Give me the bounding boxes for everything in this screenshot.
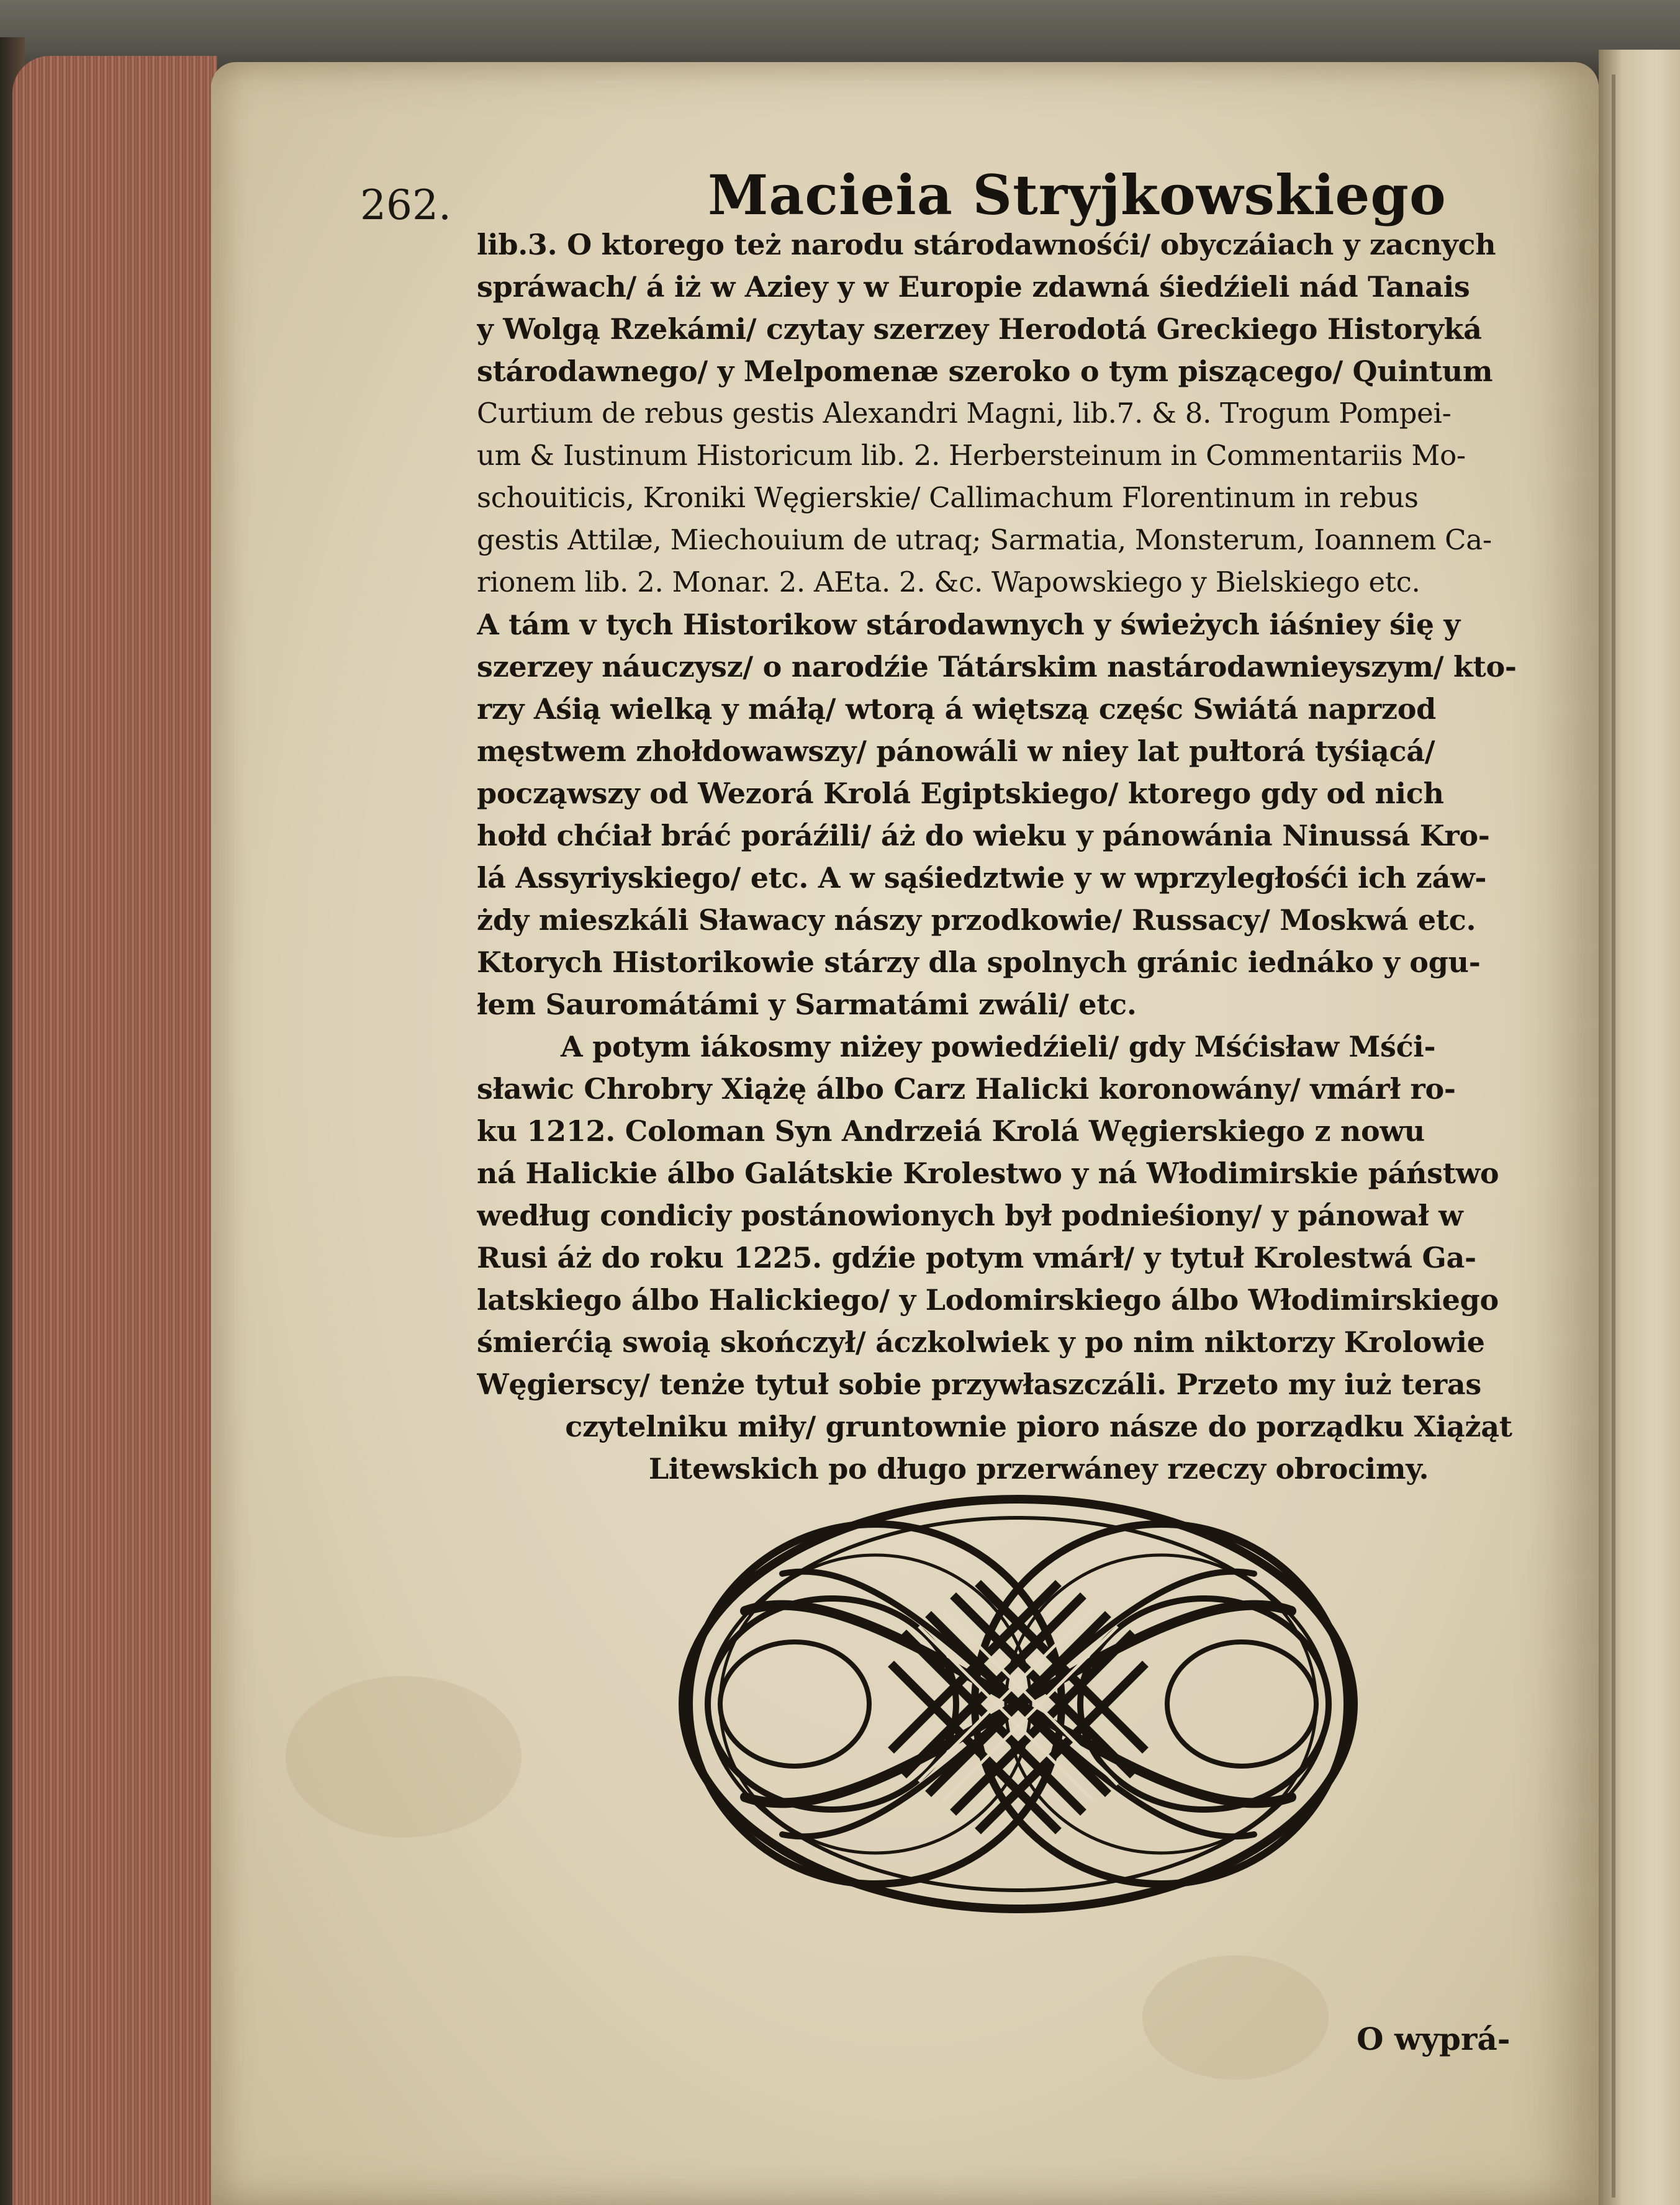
text-line: hołd chćiał bráć poráźili/ áż do wieku y pánowánia Ninussá Kro- xyxy=(477,819,1490,852)
text-line: czytelniku miły/ gruntownie pioro násze do porządku Xiążąt xyxy=(565,1410,1512,1443)
text-line: Węgierscy/ tenże tytuł sobie przywłaszczáli. Przeto my iuż teras xyxy=(477,1368,1481,1401)
body-text xyxy=(477,223,1526,1490)
text-line: spráwach/ á iż w Aziey y w Europie zdawná śiedźieli nád Tanais xyxy=(477,270,1470,304)
text-line: sławic Chrobry Xiążę álbo Carz Halicki koronowány/ vmárł ro- xyxy=(477,1072,1456,1106)
paper-stain xyxy=(286,1676,522,1837)
text-line: Litewskich po długo przerwáney rzeczy obrocimy. xyxy=(648,1452,1429,1486)
text-line: ku 1212. Coloman Syn Andrzeiá Krolá Węgierskiego z nowu xyxy=(477,1114,1425,1148)
text-line: y Wolgą Rzekámi/ czytay szerzey Herodotá Greckiego Historyká xyxy=(477,312,1482,346)
text-line: łem Sauromátámi y Sarmatámi zwáli/ etc. xyxy=(477,988,1137,1021)
text-line: latskiego álbo Halickiego/ y Lodomirskiego álbo Włodimirskiego xyxy=(477,1283,1499,1317)
text-line: um & Iustinum Historicum lib. 2. Herbersteinum in Commentariis Mo- xyxy=(477,439,1466,472)
text-line: począwszy od Wezorá Krolá Egiptskiego/ ktorego gdy od nich xyxy=(477,777,1444,810)
gutter-line xyxy=(1612,74,1615,2198)
text-line: ná Halickie álbo Galátskie Krolestwo y ná Włodimirskie páństwo xyxy=(477,1157,1499,1190)
text-line: gestis Attilæ, Miechouium de utraq; Sarmatia, Monsterum, Ioannem Ca- xyxy=(477,523,1492,556)
book-gutter xyxy=(1599,50,1680,2205)
text-line: A potym iákosmy niżey powiedźieli/ gdy Mśćisław Mśći- xyxy=(561,1030,1436,1063)
text-line: stárodawnego/ y Melpomenæ szeroko o tym piszącego/ Quintum xyxy=(477,354,1493,388)
text-line: Curtium de rebus gestis Alexandri Magni, lib.7. & 8. Trogum Pompei- xyxy=(477,397,1452,430)
knotwork-ornament xyxy=(671,1487,1366,1921)
text-line: męstwem zhołdowawszy/ pánowáli w niey lat pułtorá tyśiącá/ xyxy=(477,734,1435,768)
text-line: A tám v tych Historikow stárodawnych y świeżych iáśniey śię y xyxy=(477,608,1460,641)
paper-stain xyxy=(1142,1955,1329,2080)
text-line: lib.3. O ktorego też narodu stárodawnośći/ obyczáiach y zacnych xyxy=(477,228,1496,261)
text-line: szerzey náuczysz/ o narodźie Tátárskim nastárodawnieyszym/ kto- xyxy=(477,650,1517,683)
text-line: według condiciy postánowionych był podnieśiony/ y pánował w xyxy=(477,1199,1463,1232)
book-fore-edge xyxy=(12,56,217,2205)
catchword: O wyprá- xyxy=(1357,2021,1511,2057)
text-line: rionem lib. 2. Monar. 2. AEta. 2. &c. Wapowskiego y Bielskiego etc. xyxy=(477,566,1420,598)
text-line: schouiticis, Kroniki Węgierskie/ Callimachum Florentinum in rebus xyxy=(477,481,1419,514)
running-title: Macieia Stryjkowskiego xyxy=(708,163,1447,227)
text-line: Rusi áż do roku 1225. gdźie potym vmárł/ y tytuł Krolestwá Ga- xyxy=(477,1241,1476,1274)
text-line: lá Assyriyskiego/ etc. A w sąśiedztwie y w wprzyległośći ich záw- xyxy=(477,861,1487,895)
text-line: rzy Aśią wielką y máłą/ wtorą á więtszą częśc Swiátá naprzod xyxy=(477,692,1436,726)
text-line: żdy mieszkáli Sławacy nászy przodkowie/ Russacy/ Moskwá etc. xyxy=(477,903,1476,937)
text-line: Ktorych Historikowie stárzy dla spolnych gránic iednáko y ogu- xyxy=(477,945,1481,979)
page-number: 262. xyxy=(360,181,451,229)
text-line: śmierćią swoią skończył/ áczkolwiek y po nim niktorzy Krolowie xyxy=(477,1325,1485,1359)
